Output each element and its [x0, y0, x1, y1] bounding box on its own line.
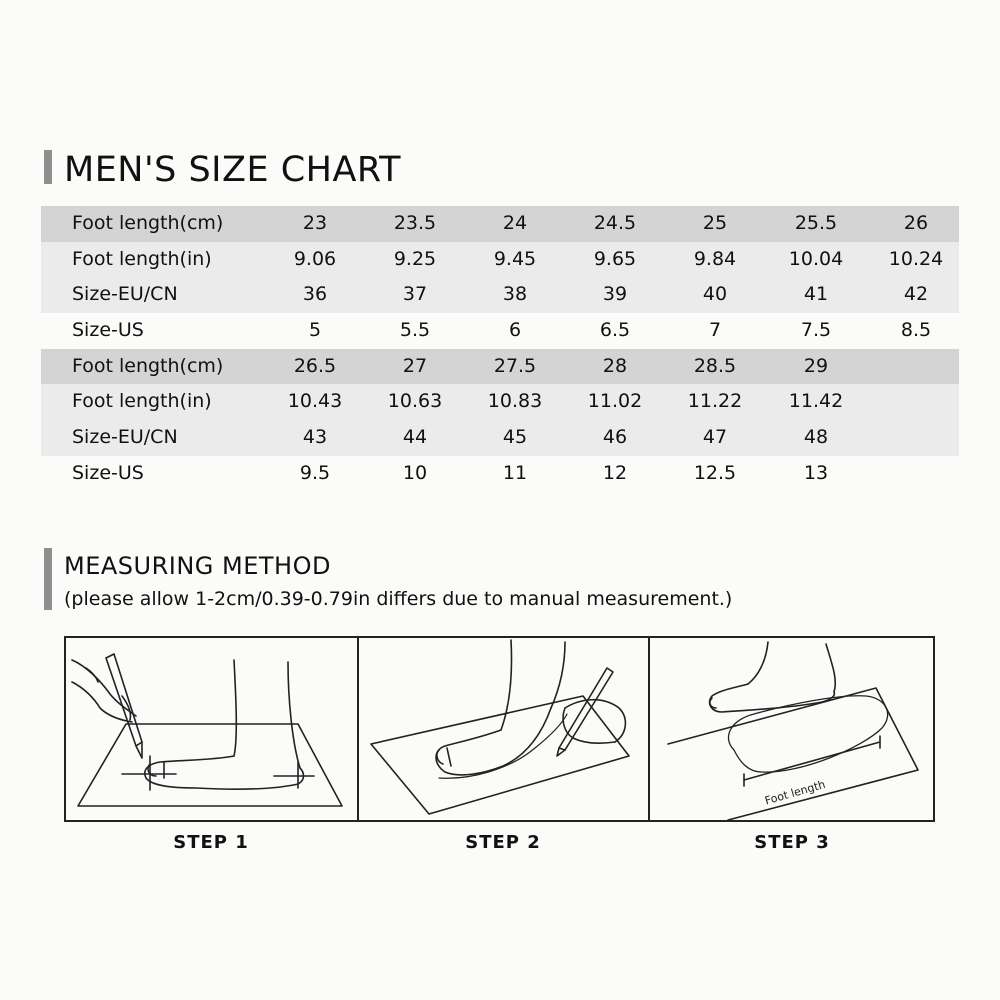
- section-accent-bar: [44, 548, 52, 610]
- table-cell: 6.5: [599, 319, 631, 342]
- table-cell: 9.45: [493, 247, 537, 270]
- table-row: [41, 242, 959, 278]
- size-chart-table: [41, 206, 959, 492]
- table-row: [41, 277, 959, 313]
- foot-tracing-drawing: [359, 638, 646, 820]
- table-cell: 23.5: [393, 212, 437, 234]
- table-cell: 40: [702, 283, 728, 306]
- table-row: [41, 384, 959, 420]
- table-cell: 46: [602, 426, 628, 449]
- table-cell: 26.5: [293, 354, 337, 377]
- step-2-label: STEP 2: [465, 832, 541, 853]
- table-cell: 10: [402, 461, 428, 484]
- step-1-label: STEP 1: [173, 832, 249, 853]
- table-row: [41, 456, 959, 492]
- row-label: Foot length(cm): [72, 212, 224, 234]
- table-row: [41, 313, 959, 349]
- table-cell: 9.25: [393, 247, 437, 270]
- step-1-illustration: [66, 638, 357, 820]
- table-cell: 25.5: [794, 212, 838, 234]
- step-2-illustration: [357, 638, 650, 820]
- table-cell: 45: [502, 426, 528, 449]
- table-cell: 7.5: [800, 319, 832, 342]
- table-row: [41, 420, 959, 456]
- row-label: Foot length(in): [72, 247, 212, 270]
- foot-length-measure-drawing: [650, 638, 935, 820]
- foot-marking-drawing: [66, 638, 355, 820]
- measuring-method-note: (please allow 1-2cm/0.39-0.79in differs due to manual measurement.): [64, 588, 733, 610]
- measuring-method-title: MEASURING METHOD: [64, 552, 331, 580]
- table-cell: 10.04: [788, 247, 844, 270]
- table-cell: 13: [803, 461, 829, 484]
- table-cell: 37: [402, 283, 428, 306]
- table-cell: 10.43: [287, 390, 343, 413]
- table-cell: 38: [502, 283, 528, 306]
- table-cell: 9.5: [299, 461, 331, 484]
- table-cell: 11.42: [788, 390, 844, 413]
- table-cell: 39: [602, 283, 628, 306]
- table-cell: 10.63: [387, 390, 443, 413]
- table-cell: 11: [502, 461, 528, 484]
- table-cell: 26: [903, 212, 929, 234]
- row-label: Size-EU/CN: [72, 283, 178, 306]
- measuring-steps-illustration: [64, 636, 935, 822]
- table-cell: 41: [803, 283, 829, 306]
- table-cell: 5: [308, 319, 322, 342]
- row-label: Foot length(in): [72, 390, 212, 413]
- table-cell: 44: [402, 426, 428, 449]
- table-cell: 5.5: [399, 319, 431, 342]
- table-cell: 29: [803, 354, 829, 377]
- row-label: Size-US: [72, 461, 144, 484]
- row-label: Foot length(cm): [72, 354, 224, 377]
- table-cell: 28: [602, 354, 628, 377]
- table-cell: 9.84: [693, 247, 737, 270]
- table-cell: 28.5: [693, 354, 737, 377]
- table-cell: 48: [803, 426, 829, 449]
- table-cell: 12: [602, 461, 628, 484]
- table-cell: 36: [302, 283, 328, 306]
- table-cell: 27.5: [493, 354, 537, 377]
- table-cell: 42: [903, 283, 929, 306]
- table-cell: 12.5: [693, 461, 737, 484]
- table-cell: 47: [702, 426, 728, 449]
- table-cell: 27: [402, 354, 428, 377]
- title-accent-bar: [44, 150, 52, 184]
- table-cell: 6: [508, 319, 522, 342]
- page-title: MEN'S SIZE CHART: [64, 150, 402, 190]
- table-cell: 25: [702, 212, 728, 234]
- table-cell: 23: [302, 212, 328, 234]
- table-cell: 24: [502, 212, 528, 234]
- foot-length-label: Foot length: [763, 777, 827, 808]
- row-label: Size-US: [72, 319, 144, 342]
- row-label: Size-EU/CN: [72, 426, 178, 449]
- step-3-illustration: [648, 638, 935, 820]
- step-3-label: STEP 3: [754, 832, 830, 853]
- table-cell: 43: [302, 426, 328, 449]
- table-cell: 10.83: [487, 390, 543, 413]
- table-cell: 9.06: [293, 247, 337, 270]
- table-row: [41, 206, 959, 242]
- table-cell: 24.5: [593, 212, 637, 234]
- table-cell: 7: [708, 319, 722, 342]
- table-row: [41, 349, 959, 385]
- table-cell: 11.02: [587, 390, 643, 413]
- table-cell: 10.24: [888, 247, 944, 270]
- table-cell: 8.5: [900, 319, 932, 342]
- table-cell: 9.65: [593, 247, 637, 270]
- table-cell: 11.22: [687, 390, 743, 413]
